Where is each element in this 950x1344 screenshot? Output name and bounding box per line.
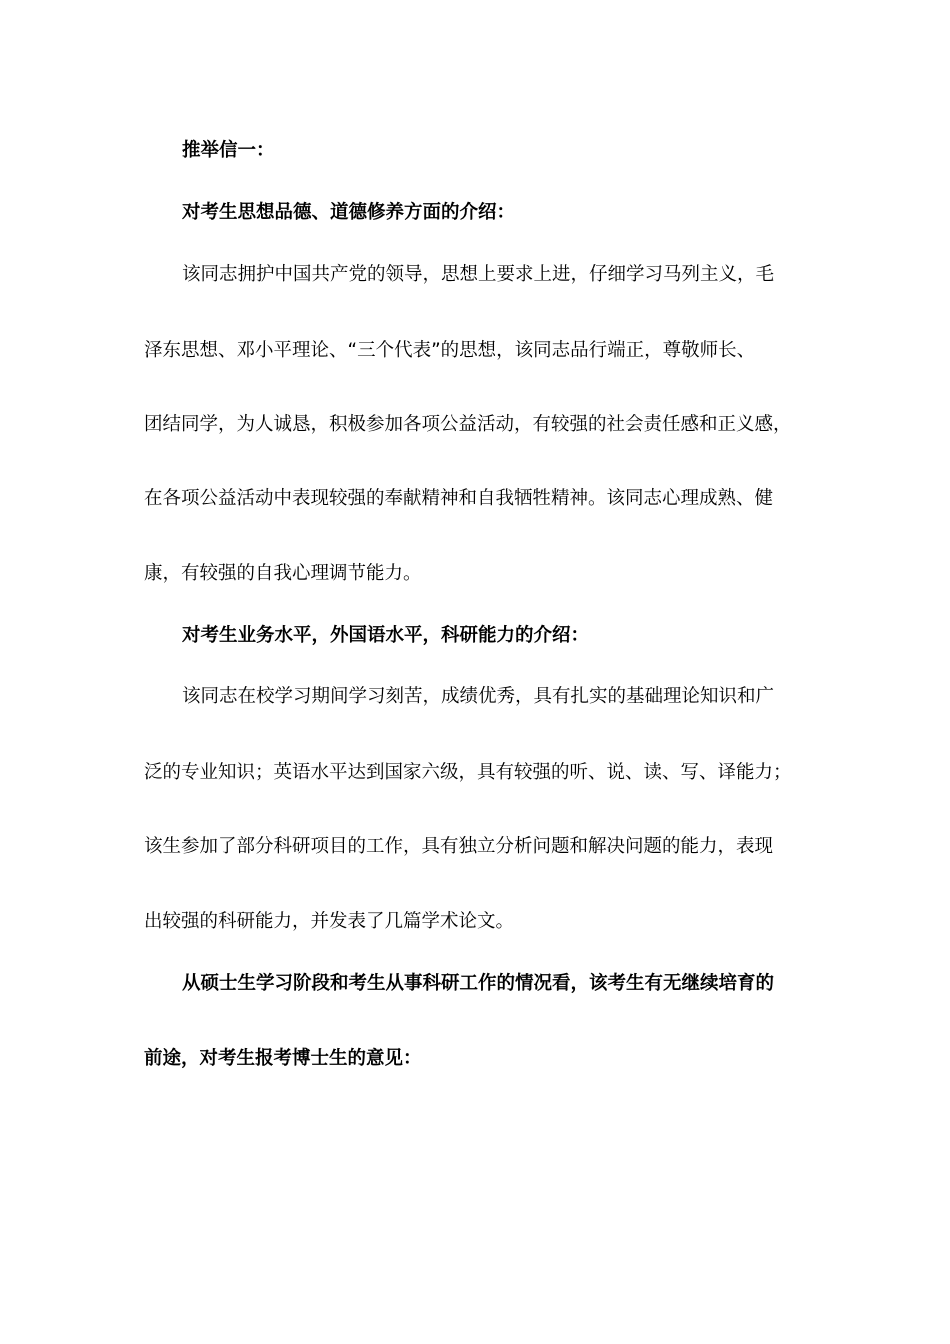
section1-line-1: 该同志拥护中国共产党的领导，思想上要求上进，仔细学习马列主义，毛 <box>182 264 775 285</box>
section1-line-2: 泽东思想、邓小平理论、“三个代表”的思想，该同志品行端正，尊敬师长、 <box>144 340 756 361</box>
section2-line-1: 该同志在校学习期间学习刻苦，成绩优秀，具有扎实的基础理论知识和广 <box>182 686 775 707</box>
section2-line-2: 泛的专业知识；英语水平达到国家六级，具有较强的听、说、读、写、译能力； <box>144 762 792 783</box>
section2-heading: 对考生业务水平，外国语水平，科研能力的介绍： <box>182 625 590 646</box>
section3-heading-line-1: 从硕士生学习阶段和考生从事科研工作的情况看，该考生有无继续培育的 <box>182 973 775 994</box>
letter-title: 推举信一： <box>182 140 275 161</box>
section1-line-5: 康，有较强的自我心理调节能力。 <box>144 563 422 584</box>
section3-heading-line-2: 前途，对考生报考博士生的意见： <box>144 1048 422 1069</box>
section1-line-3: 团结同学，为人诚恳，积极参加各项公益活动，有较强的社会责任感和正义感， <box>144 414 792 435</box>
section1-heading: 对考生思想品德、道德修养方面的介绍： <box>182 202 516 223</box>
section2-line-4: 出较强的科研能力，并发表了几篇学术论文。 <box>144 911 515 932</box>
section1-line-4: 在各项公益活动中表现较强的奉献精神和自我牺牲精神。该同志心理成熟、健 <box>144 488 774 509</box>
section2-line-3: 该生参加了部分科研项目的工作，具有独立分析问题和解决问题的能力，表现 <box>144 836 774 857</box>
